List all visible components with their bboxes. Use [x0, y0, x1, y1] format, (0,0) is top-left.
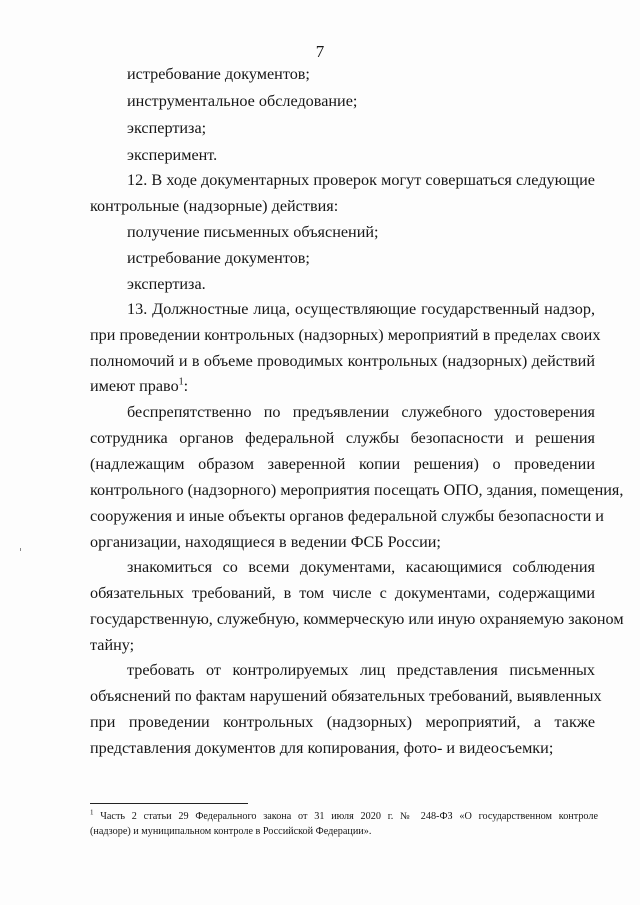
scan-mark: [20, 548, 21, 551]
paragraph-12-line: контрольные (надзорные) действия:: [90, 197, 339, 215]
right-2-line: знакомиться со всеми документами, касающимися соблюдения: [127, 558, 595, 576]
right-1-line: беспрепятственно по предъявлении служебного удостоверения: [127, 403, 595, 421]
right-3-line: объяснений по фактам нарушений обязательных требований, выявленных: [90, 687, 602, 705]
list-item: инструментальное обследование;: [127, 92, 358, 110]
right-2-line: обязательных требований, в том числе с документами, содержащими: [90, 584, 595, 602]
paragraph-13-text: имеют право: [90, 377, 179, 395]
right-1-line: контрольного (надзорного) мероприятия посещать ОПО, здания, помещения,: [90, 481, 624, 499]
paragraph-13-colon: :: [183, 377, 189, 395]
paragraph-13-line: 13. Должностные лица, осуществляющие государственный надзор,: [127, 300, 595, 318]
right-1-line: сооружения и иные объекты органов федеральной службы безопасности и: [90, 507, 604, 525]
right-3-line: при проведении контрольных (надзорных) мероприятий, а также: [90, 713, 595, 731]
paragraph-13-line: [90, 376, 188, 396]
right-1-line: сотрудника органов федеральной службы безопасности и решения: [90, 429, 595, 447]
list-item: истребование документов;: [127, 249, 310, 267]
footnote-reference: 1: [178, 376, 184, 388]
footnote-marker: 1: [90, 808, 94, 817]
right-1-line: (надлежащим образом заверенной копии решения) о проведении: [90, 455, 595, 473]
paragraph-13-line: полномочий и в объеме проводимых контрольных (надзорных) действий: [90, 352, 595, 370]
list-item: получение письменных объяснений;: [127, 223, 379, 241]
list-item: истребование документов;: [127, 65, 310, 83]
paragraph-12-line: 12. В ходе документарных проверок могут совершаться следующие: [127, 171, 595, 189]
list-item: экспертиза.: [127, 275, 206, 293]
right-2-line: тайну;: [90, 636, 135, 654]
footnote-line: [90, 810, 598, 823]
list-item: экспертиза;: [127, 119, 207, 137]
footnote-divider: [90, 803, 248, 804]
right-2-line: государственную, служебную, коммерческую или иную охраняемую законом: [90, 610, 624, 628]
footnote-line: (надзоре) и муниципальном контроле в Российской Федерации».: [90, 826, 372, 837]
right-3-line: представления документов для копирования, фото- и видеосъемки;: [90, 739, 554, 757]
page-number: 7: [315, 42, 325, 61]
right-1-line: организации, находящиеся в ведении ФСБ России;: [90, 533, 441, 551]
paragraph-13-line: при проведении контрольных (надзорных) мероприятий в пределах своих: [90, 326, 601, 344]
list-item: эксперимент.: [127, 146, 218, 164]
footnote-text: Часть 2 статьи 29 Федерального закона от 31 июля 2020 г. № 248-ФЗ «О государственном контроле: [93, 811, 598, 822]
right-3-line: требовать от контролируемых лиц представления письменных: [127, 661, 595, 679]
